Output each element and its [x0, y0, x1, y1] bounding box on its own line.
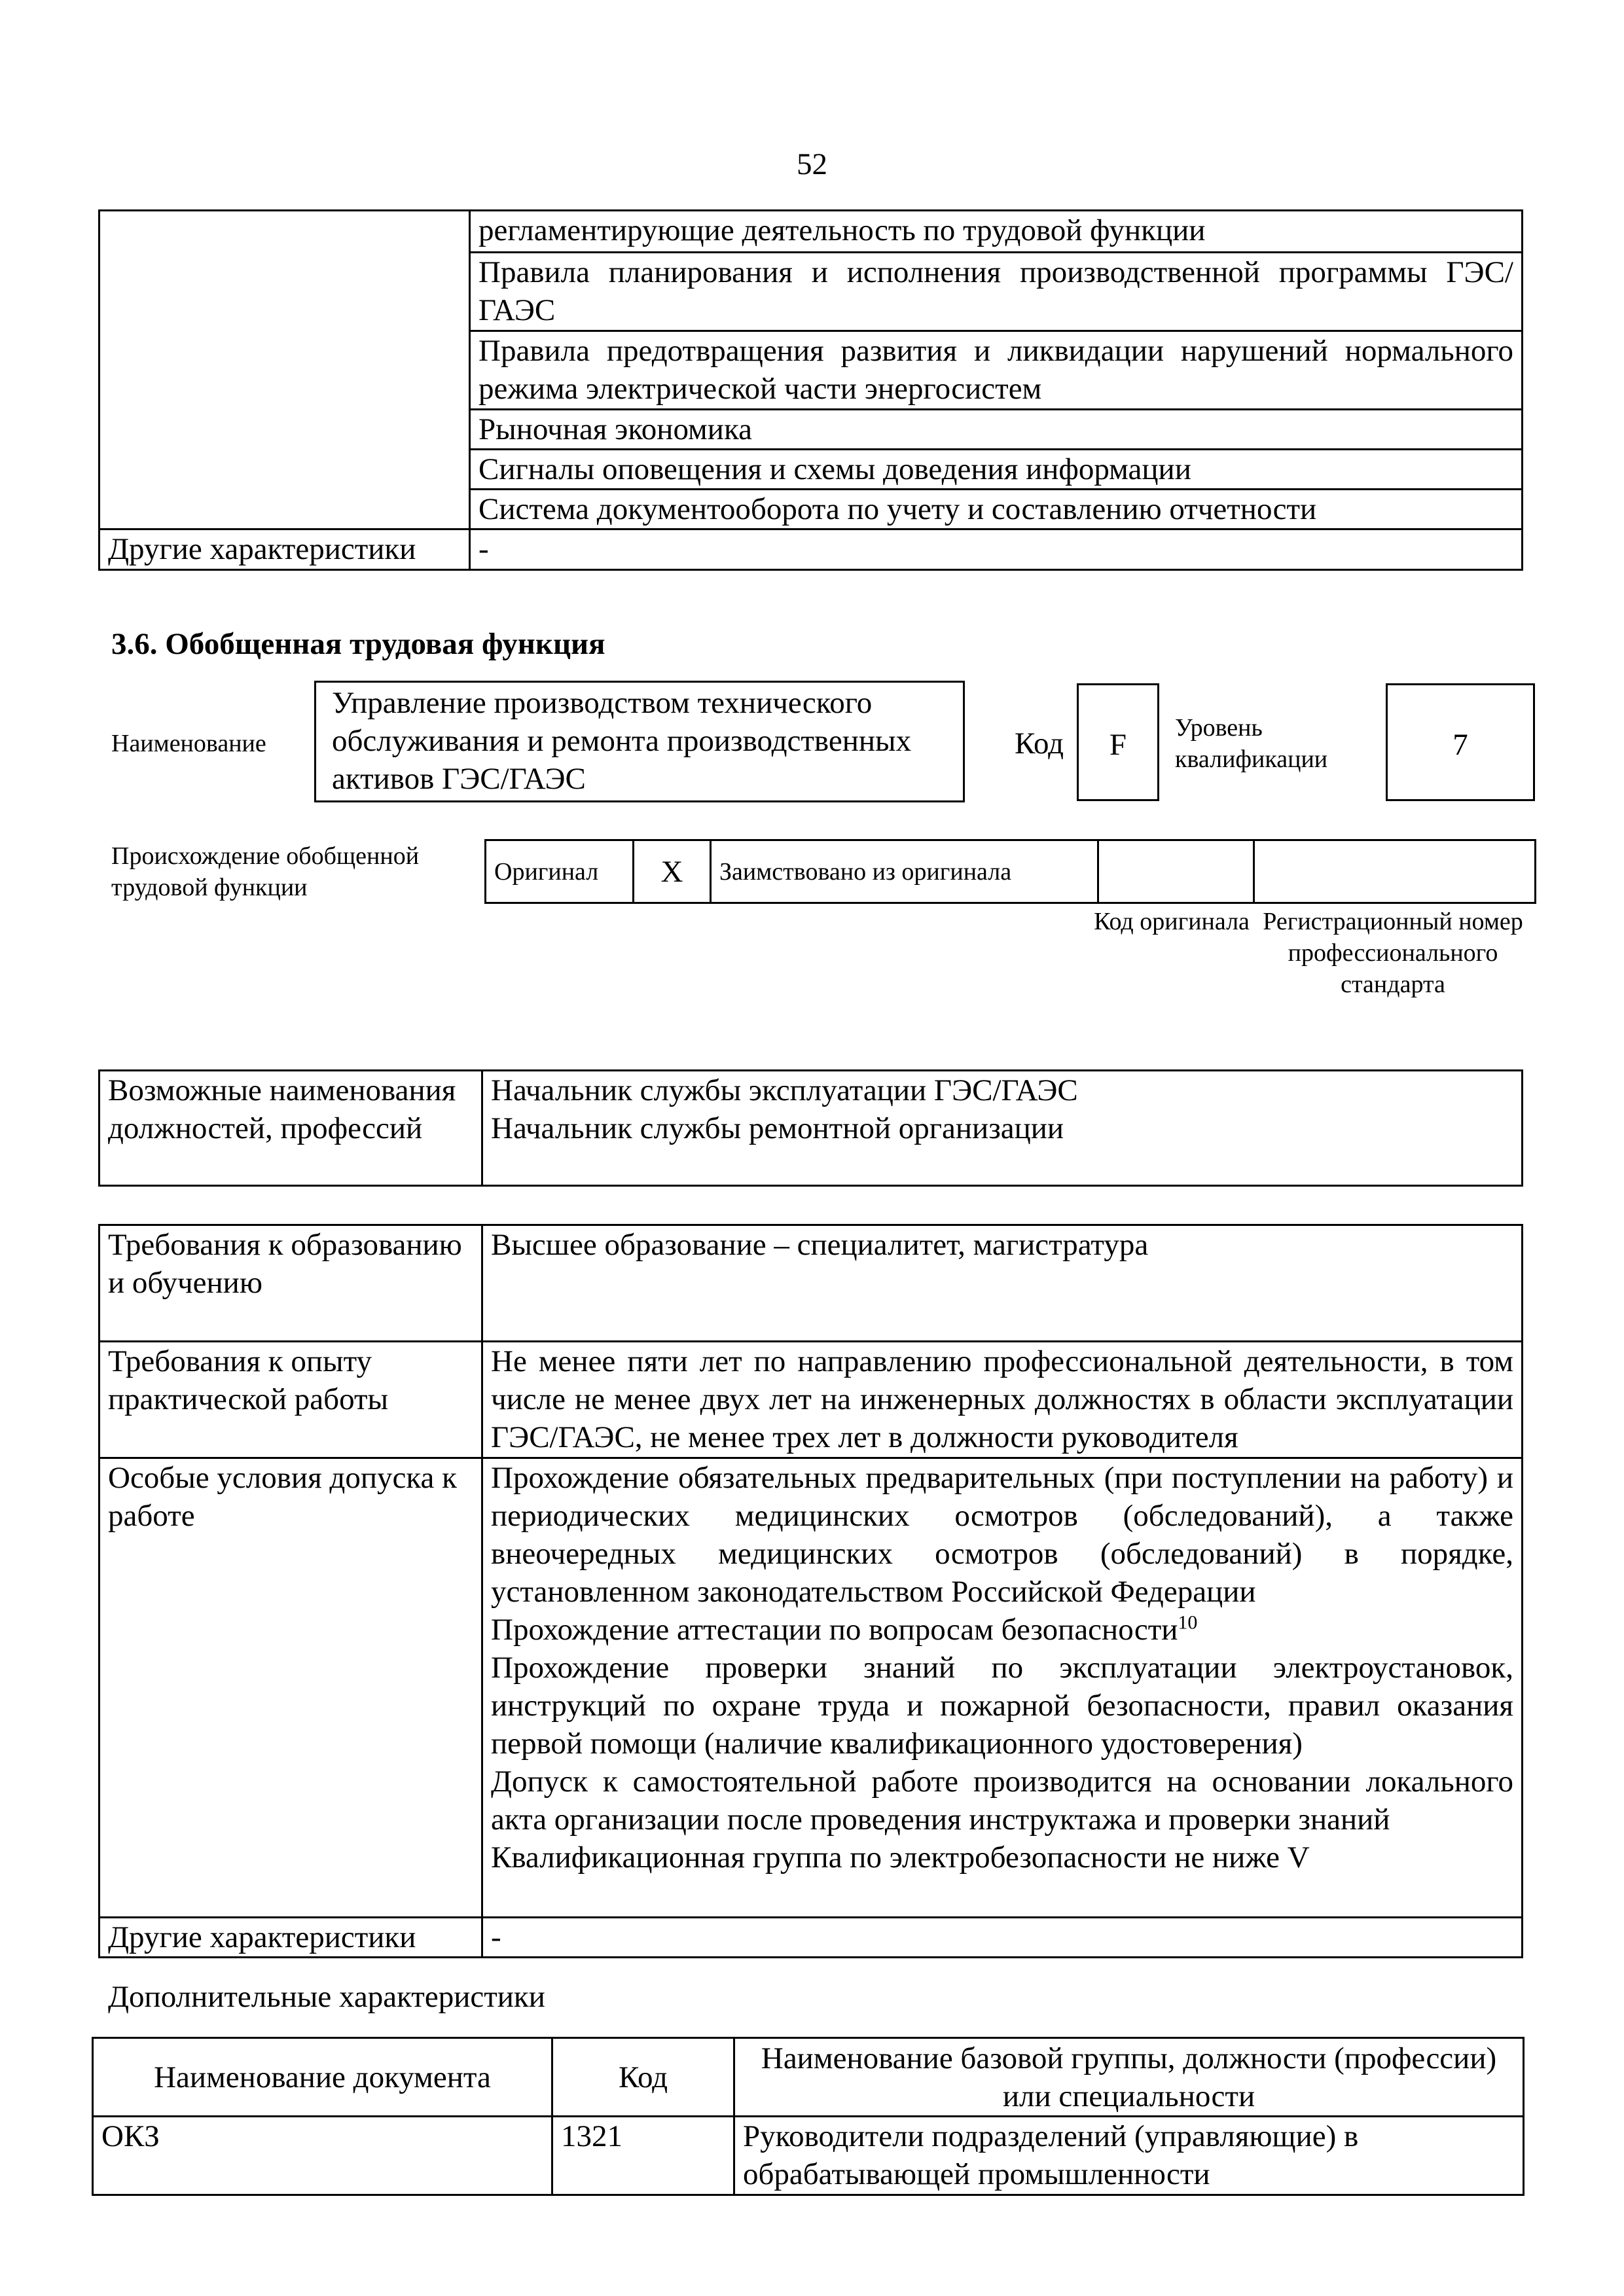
additional-header: Наименование документа: [93, 2038, 552, 2117]
page-number: 52: [797, 147, 827, 181]
condition-item: Прохождение проверки знаний по эксплуатации электроустановок, инструкций по охране труда и пожарной безопасности, правил оказания первой помощи (наличие квалификационного удостоверения): [491, 1651, 1513, 1761]
positions-label: Возможные наименования должностей, профессий: [99, 1071, 482, 1186]
level-value: 7: [1386, 683, 1535, 801]
additional-cell: 1321: [552, 2117, 734, 2195]
footnote-ref: 10: [1178, 1611, 1198, 1634]
section-heading: 3.6. Обобщенная трудовая функция: [111, 627, 605, 661]
top-table-row: Система документооборота по учету и составлению отчетности: [470, 490, 1523, 529]
condition-item: Прохождение аттестации по вопросам безопасности: [491, 1613, 1178, 1647]
education-value: Высшее образование – специалитет, магистратура: [482, 1225, 1523, 1342]
code-label: Код: [1015, 726, 1064, 761]
top-table: [98, 209, 1523, 571]
registration-number-cell: [1254, 840, 1536, 903]
conditions-label: Особые условия допуска к работе: [99, 1458, 482, 1918]
additional-table: [92, 2037, 1525, 2196]
experience-value: Не менее пяти лет по направлению профессиональной деятельности, в том числе не менее двух лет на инженерных должностях в области эксплуатации ГЭС/ГАЭС, не менее трех лет в должности руководителя: [482, 1342, 1523, 1458]
origin-label: Происхождение обобщенной трудовой функции: [111, 842, 420, 901]
top-table-row: Рыночная экономика: [470, 410, 1523, 450]
condition-item: Квалификационная группа по электробезопасности не ниже V: [491, 1840, 1310, 1874]
registration-caption: Регистрационный номер профессионального стандарта: [1263, 908, 1523, 998]
original-mark: X: [634, 840, 711, 903]
top-table-row: Сигналы оповещения и схемы доведения информации: [470, 450, 1523, 490]
positions-values: Начальник службы эксплуатации ГЭС/ГАЭС Начальник службы ремонтной организации: [482, 1071, 1523, 1186]
education-label: Требования к образованию и обучению: [99, 1225, 482, 1342]
table-row: [93, 2117, 1524, 2195]
name-value: Управление производством технического обслуживания и ремонта производственных активов ГЭС/ГАЭС: [314, 681, 965, 802]
origin-table: [484, 839, 1536, 904]
positions-table: [98, 1069, 1523, 1187]
condition-item: Допуск к самостоятельной работе производится на основании локального акта организации после проведения инструктажа и проверки знаний: [491, 1765, 1513, 1837]
requirements-other-value: -: [482, 1918, 1523, 1958]
borrowed-label: Заимствовано из оригинала: [711, 840, 1098, 903]
original-code-cell: [1098, 840, 1254, 903]
condition-item: Прохождение обязательных предварительных (при поступлении на работу) и периодических медицинских осмотров (обследований), а также внеочередных медицинских осмотров (обследований) в порядке, установленном законодательством Российской Федерации: [491, 1461, 1513, 1609]
requirements-table: [98, 1224, 1523, 1958]
additional-title: Дополнительные характеристики: [108, 1980, 545, 2014]
experience-label: Требования к опыту практической работы: [99, 1342, 482, 1458]
top-table-row: Правила предотвращения развития и ликвидации нарушений нормального режима электрической части энергосистем: [470, 331, 1523, 410]
top-table-other-label: Другие характеристики: [99, 529, 470, 570]
conditions-cell: [482, 1458, 1523, 1918]
additional-header: Код: [552, 2038, 734, 2117]
level-label: Уровень квалификации: [1175, 714, 1328, 773]
additional-cell: ОКЗ: [93, 2117, 552, 2195]
requirements-other-label: Другие характеристики: [99, 1918, 482, 1958]
name-label: Наименование: [111, 730, 266, 757]
code-value: F: [1077, 683, 1159, 801]
top-table-empty-cell: [99, 211, 470, 529]
additional-header: Наименование базовой группы, должности (профессии) или специальности: [734, 2038, 1524, 2117]
original-label: Оригинал: [486, 840, 634, 903]
top-table-row: регламентирующие деятельность по трудовой функции: [470, 211, 1523, 253]
code-caption: Код оригинала: [1094, 908, 1250, 935]
additional-cell: Руководители подразделений (управляющие) в обрабатывающей промышленности: [734, 2117, 1524, 2195]
top-table-row: Правила планирования и исполнения производственной программы ГЭС/ГАЭС: [470, 253, 1523, 331]
top-table-other-value: -: [470, 529, 1523, 570]
